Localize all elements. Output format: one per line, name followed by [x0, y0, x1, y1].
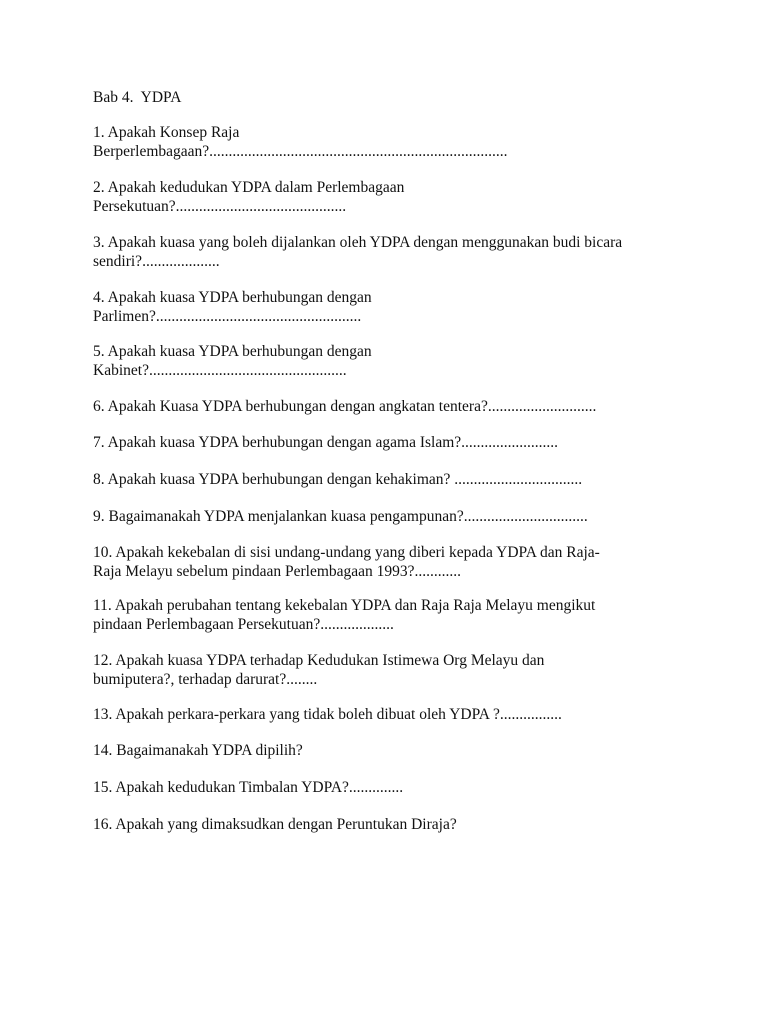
- question-line: bumiputera?, terhadap darurat?........: [93, 671, 318, 688]
- question-10: [93, 543, 600, 581]
- question-8: [93, 470, 582, 489]
- question-line: 1. Apakah Konsep Raja: [93, 124, 240, 141]
- question-line: 11. Apakah perubahan tentang kekebalan YDPA dan Raja Raja Melayu mengikut: [93, 597, 596, 614]
- question-6: [93, 397, 596, 416]
- question-line: Kabinet?...................................................: [93, 362, 347, 379]
- question-13: [93, 705, 562, 724]
- question-line: Persekutuan?............................................: [93, 198, 347, 215]
- question-line: 14. Bagaimanakah YDPA dipilih?: [93, 742, 303, 759]
- question-2: [93, 178, 404, 216]
- question-11: [93, 596, 595, 634]
- question-line: 15. Apakah kedudukan Timbalan YDPA?..............: [93, 779, 404, 796]
- question-line: pindaan Perlembagaan Persekutuan?...................: [93, 616, 394, 633]
- document-title: Bab 4. YDPA: [93, 89, 182, 106]
- question-line: Raja Melayu sebelum pindaan Perlembagaan 1993?............: [93, 563, 462, 580]
- question-line: 2. Apakah kedudukan YDPA dalam Perlembagaan: [93, 179, 405, 196]
- question-4: [93, 288, 372, 326]
- question-12: [93, 651, 544, 689]
- question-line: 5. Apakah kuasa YDPA berhubungan dengan: [93, 343, 372, 360]
- question-line: 3. Apakah kuasa yang boleh dijalankan oleh YDPA dengan menggunakan budi bicara: [93, 234, 623, 251]
- question-line: Parlimen?.....................................................: [93, 308, 362, 325]
- question-line: 16. Apakah yang dimaksudkan dengan Peruntukan Diraja?: [93, 816, 457, 833]
- question-line: 6. Apakah Kuasa YDPA berhubungan dengan angkatan tentera?............................: [93, 398, 597, 415]
- question-line: 8. Apakah kuasa YDPA berhubungan dengan kehakiman? .................................: [93, 471, 583, 488]
- question-line: 4. Apakah kuasa YDPA berhubungan dengan: [93, 289, 372, 306]
- question-3: [93, 233, 622, 271]
- question-16: [93, 815, 457, 834]
- question-line: 12. Apakah kuasa YDPA terhadap Kedudukan Istimewa Org Melayu dan: [93, 652, 545, 669]
- question-14: [93, 741, 303, 760]
- question-line: sendiri?....................: [93, 253, 220, 270]
- question-line: 10. Apakah kekebalan di sisi undang-undang yang diberi kepada YDPA dan Raja-: [93, 544, 600, 561]
- question-line: Berperlembagaan?.............................................................................: [93, 143, 508, 160]
- question-line: 13. Apakah perkara-perkara yang tidak boleh dibuat oleh YDPA ?................: [93, 706, 562, 723]
- question-line: 7. Apakah kuasa YDPA berhubungan dengan agama Islam?.........................: [93, 434, 559, 451]
- question-9: [93, 507, 588, 526]
- question-5: [93, 342, 372, 380]
- question-line: 9. Bagaimanakah YDPA menjalankan kuasa pengampunan?................................: [93, 508, 588, 525]
- question-7: [93, 433, 558, 452]
- question-1: [93, 123, 508, 161]
- question-15: [93, 778, 403, 797]
